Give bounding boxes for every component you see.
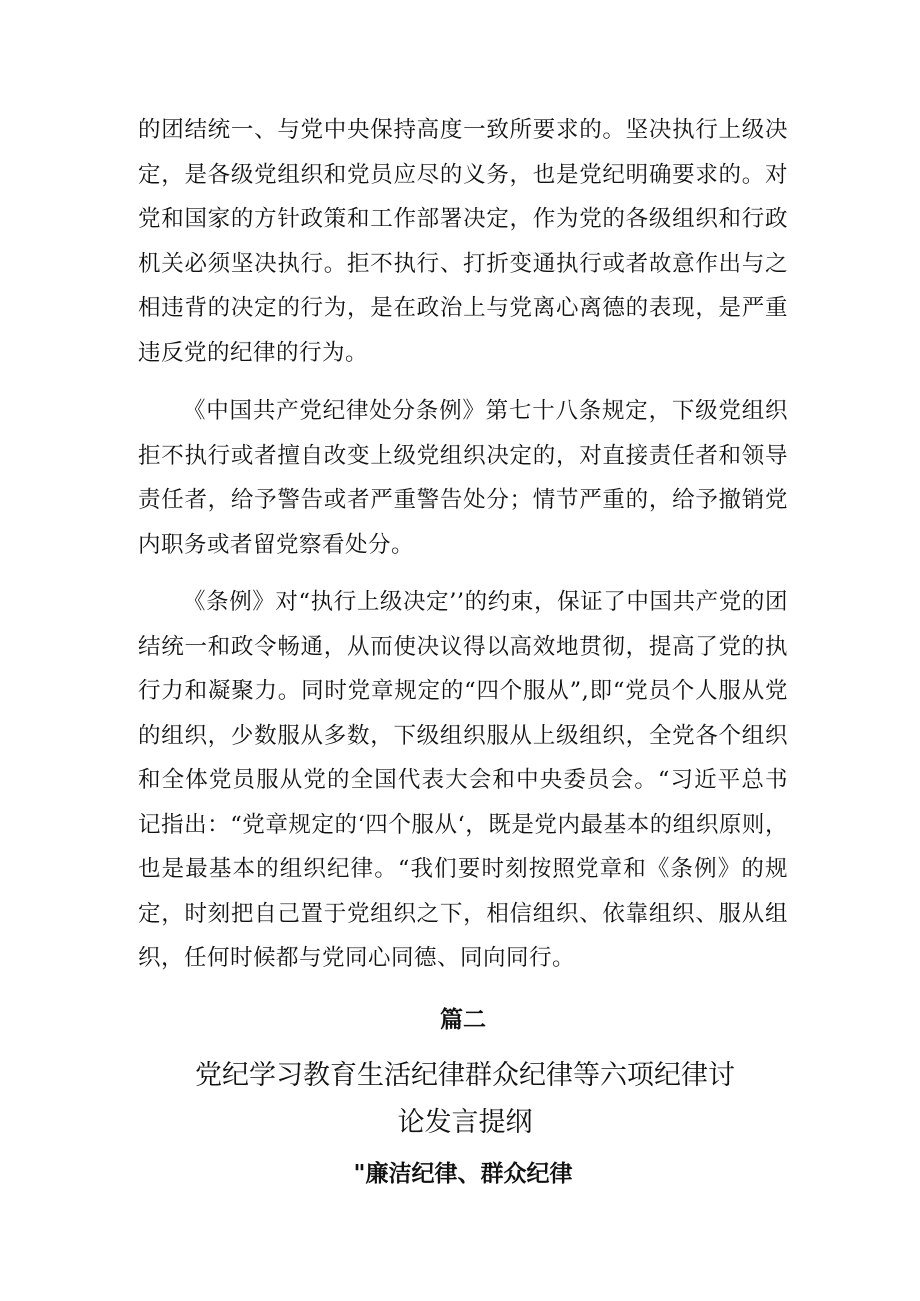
body-paragraph-3: 《条例》对“执行上级决定’’的约束，保证了中国共产党的团结统一和政令畅通，从而使决议得以高效地贯彻，提高了党的执行力和凝聚力。同时党章规定的“四个服从”,即“党员个人服从党的组织，少数服从多数，下级组织服从上级组织，全党各个组织和全体党员服从党的全国代表大会和中央委员会。“习近平总书记指出：“党章规定的‘四个服从‘，既是党内最基本的组织原则，也是最基本的组织纪律。“我们要时刻按照党章和《条例》的规定，时刻把自己置于党组织之下，相信组织、依靠组织、服从组织，任何时候都与党同心同德、同向同行。 <box>138 589 788 971</box>
document-title: 党纪学习教育生活纪律群众纪律等六项纪律讨论发言提纲 <box>195 1060 735 1138</box>
body-paragraph-2: 《中国共产党纪律处分条例》第七十八条规定，下级党组织拒不执行或者擅自改变上级党组织决定的，对直接责任者和领导责任者，给予警告或者严重警告处分；情节严重的，给予撤销党内职务或者留党察看处分。 <box>138 398 788 558</box>
body-paragraph-1: 的团结统一、与党中央保持高度一致所要求的。坚决执行上级决定，是各级党组织和党员应尽的义务，也是党纪明确要求的。对党和国家的方针政策和工作部署决定，作为党的各级组织和行政机关必须坚决执行。拒不执行、打折变通执行或者故意作出与之相违背的决定的行为，是在政治上与党离心离德的表现，是严重违反党的纪律的行为。 <box>138 117 788 366</box>
document-subtitle: "廉洁纪律、群众纪律 <box>353 1161 573 1187</box>
section-label: 篇二 <box>440 1007 486 1033</box>
